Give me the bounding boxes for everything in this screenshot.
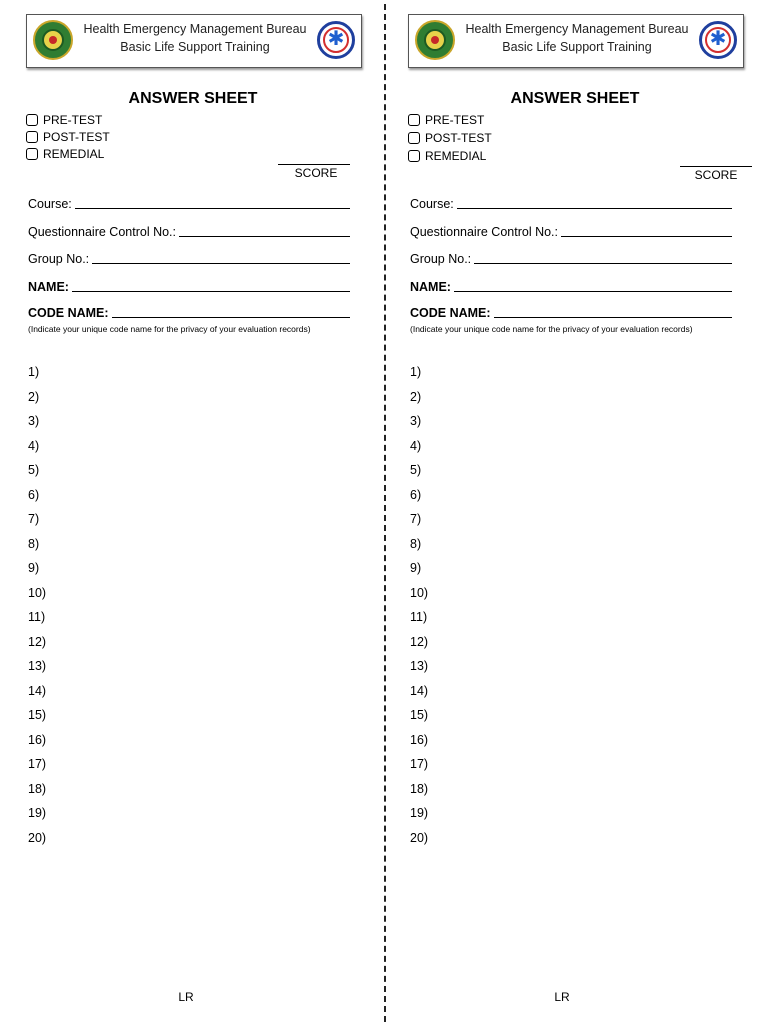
remedial-option[interactable]: [408, 148, 486, 164]
sheet-title: ANSWER SHEET: [510, 90, 640, 107]
answer-item[interactable]: 17): [28, 757, 47, 771]
group-no-label: Group No.:: [28, 252, 90, 266]
post-test-checkbox[interactable]: [408, 132, 420, 144]
score-field[interactable]: [680, 166, 752, 167]
answer-item[interactable]: 4): [28, 438, 40, 453]
pre-test-label: PRE-TEST: [425, 112, 485, 127]
answer-item[interactable]: 10): [410, 585, 429, 600]
answer-item[interactable]: 9): [410, 561, 422, 575]
answer-item[interactable]: 20): [410, 830, 429, 845]
group-no-input-line[interactable]: [92, 262, 350, 264]
footer-initials: LR: [178, 990, 194, 1004]
remedial-label: REMEDIAL: [43, 146, 105, 161]
answer-item[interactable]: 13): [410, 659, 429, 673]
course-field[interactable]: [28, 197, 350, 211]
score-label: SCORE: [694, 168, 738, 182]
control-no-input-line[interactable]: [561, 235, 732, 237]
answer-item[interactable]: 18): [28, 781, 47, 796]
group-no-label: Group No.:: [410, 252, 472, 266]
pre-test-option[interactable]: [26, 112, 102, 128]
answer-item[interactable]: 1): [28, 365, 40, 379]
answer-item[interactable]: 3): [410, 414, 422, 428]
course-input-line[interactable]: [457, 207, 732, 209]
code-name-label: CODE NAME:: [28, 306, 109, 320]
answer-item[interactable]: 5): [28, 463, 40, 477]
code-name-label: CODE NAME:: [410, 306, 491, 320]
banner-title: Health Emergency Management Bureau: [465, 22, 689, 36]
answer-sheet-left: [18, 0, 378, 1024]
answer-item[interactable]: 10): [28, 585, 47, 600]
answer-item[interactable]: 6): [28, 487, 40, 502]
course-input-line[interactable]: [75, 207, 350, 209]
star-of-life-icon: ✱: [699, 21, 737, 59]
code-name-input-line[interactable]: [494, 316, 732, 318]
answer-item[interactable]: 5): [410, 463, 422, 477]
remedial-label: REMEDIAL: [425, 148, 487, 163]
answer-item[interactable]: 17): [410, 757, 429, 771]
control-no-field[interactable]: [410, 225, 732, 239]
header-banner: [26, 14, 362, 68]
name-field[interactable]: [28, 280, 350, 294]
post-test-option[interactable]: [408, 130, 492, 146]
name-input-line[interactable]: [454, 290, 732, 292]
remedial-option[interactable]: [26, 146, 104, 162]
answer-item[interactable]: 13): [28, 659, 47, 673]
answer-item[interactable]: 18): [410, 781, 429, 796]
course-label: Course:: [410, 197, 454, 211]
name-input-line[interactable]: [72, 290, 350, 292]
answer-item[interactable]: 6): [410, 487, 422, 502]
answer-item[interactable]: 19): [28, 806, 47, 820]
answer-item[interactable]: 8): [410, 536, 422, 551]
control-no-field[interactable]: [28, 225, 350, 239]
department-seal-icon: [415, 20, 455, 60]
answer-item[interactable]: 2): [28, 389, 40, 404]
department-seal-icon: [33, 20, 73, 60]
course-label: Course:: [28, 197, 72, 211]
banner-subtitle: Basic Life Support Training: [502, 40, 652, 54]
answer-item[interactable]: 4): [410, 438, 422, 453]
answer-item[interactable]: 15): [28, 708, 47, 722]
code-name-hint: (Indicate your unique code name for the privacy of your evaluation records): [28, 324, 311, 334]
answer-items-list: [28, 364, 46, 854]
control-no-input-line[interactable]: [179, 235, 350, 237]
answer-item[interactable]: 12): [410, 634, 429, 649]
pre-test-checkbox[interactable]: [26, 114, 38, 126]
header-banner: [408, 14, 744, 68]
name-label: NAME:: [410, 280, 451, 294]
score-label: SCORE: [294, 166, 338, 180]
answer-item[interactable]: 20): [28, 830, 47, 845]
answer-item[interactable]: 12): [28, 634, 47, 649]
cut-line-divider: [384, 4, 386, 1022]
answer-item[interactable]: 16): [410, 732, 429, 747]
group-no-field[interactable]: [410, 252, 732, 266]
group-no-field[interactable]: [28, 252, 350, 266]
answer-item[interactable]: 1): [410, 365, 422, 379]
code-name-field[interactable]: [410, 306, 732, 320]
answer-item[interactable]: 11): [410, 610, 428, 624]
answer-item[interactable]: 7): [28, 512, 40, 526]
remedial-checkbox[interactable]: [408, 150, 420, 162]
control-no-label: Questionnaire Control No.:: [410, 225, 558, 239]
banner-subtitle: Basic Life Support Training: [120, 40, 270, 54]
answer-item[interactable]: 19): [410, 806, 429, 820]
answer-item[interactable]: 16): [28, 732, 47, 747]
star-of-life-icon: ✱: [317, 21, 355, 59]
name-field[interactable]: [410, 280, 732, 294]
post-test-checkbox[interactable]: [26, 131, 38, 143]
answer-item[interactable]: 14): [28, 683, 47, 698]
answer-item[interactable]: 2): [410, 389, 422, 404]
course-field[interactable]: [410, 197, 732, 211]
control-no-label: Questionnaire Control No.:: [28, 225, 176, 239]
remedial-checkbox[interactable]: [26, 148, 38, 160]
pre-test-checkbox[interactable]: [408, 114, 420, 126]
sheet-title: ANSWER SHEET: [128, 90, 258, 107]
pre-test-label: PRE-TEST: [43, 112, 103, 127]
post-test-option[interactable]: [26, 129, 110, 145]
answer-item[interactable]: 14): [410, 683, 429, 698]
answer-item[interactable]: 9): [28, 561, 40, 575]
footer-initials: LR: [554, 990, 570, 1004]
answer-item[interactable]: 11): [28, 610, 46, 624]
answer-item[interactable]: 7): [410, 512, 422, 526]
code-name-field[interactable]: [28, 306, 350, 320]
code-name-hint: (Indicate your unique code name for the privacy of your evaluation records): [410, 324, 693, 334]
answer-item[interactable]: 8): [28, 536, 40, 551]
group-no-input-line[interactable]: [474, 262, 732, 264]
post-test-label: POST-TEST: [425, 130, 492, 145]
code-name-input-line[interactable]: [112, 316, 350, 318]
banner-title: Health Emergency Management Bureau: [83, 22, 307, 36]
answer-sheet-right: [400, 0, 760, 1024]
score-field[interactable]: [278, 164, 350, 165]
answer-item[interactable]: 15): [410, 708, 429, 722]
name-label: NAME:: [28, 280, 69, 294]
answer-item[interactable]: 3): [28, 414, 40, 428]
answer-items-list: [410, 364, 428, 854]
pre-test-option[interactable]: [408, 112, 484, 128]
post-test-label: POST-TEST: [43, 129, 110, 144]
